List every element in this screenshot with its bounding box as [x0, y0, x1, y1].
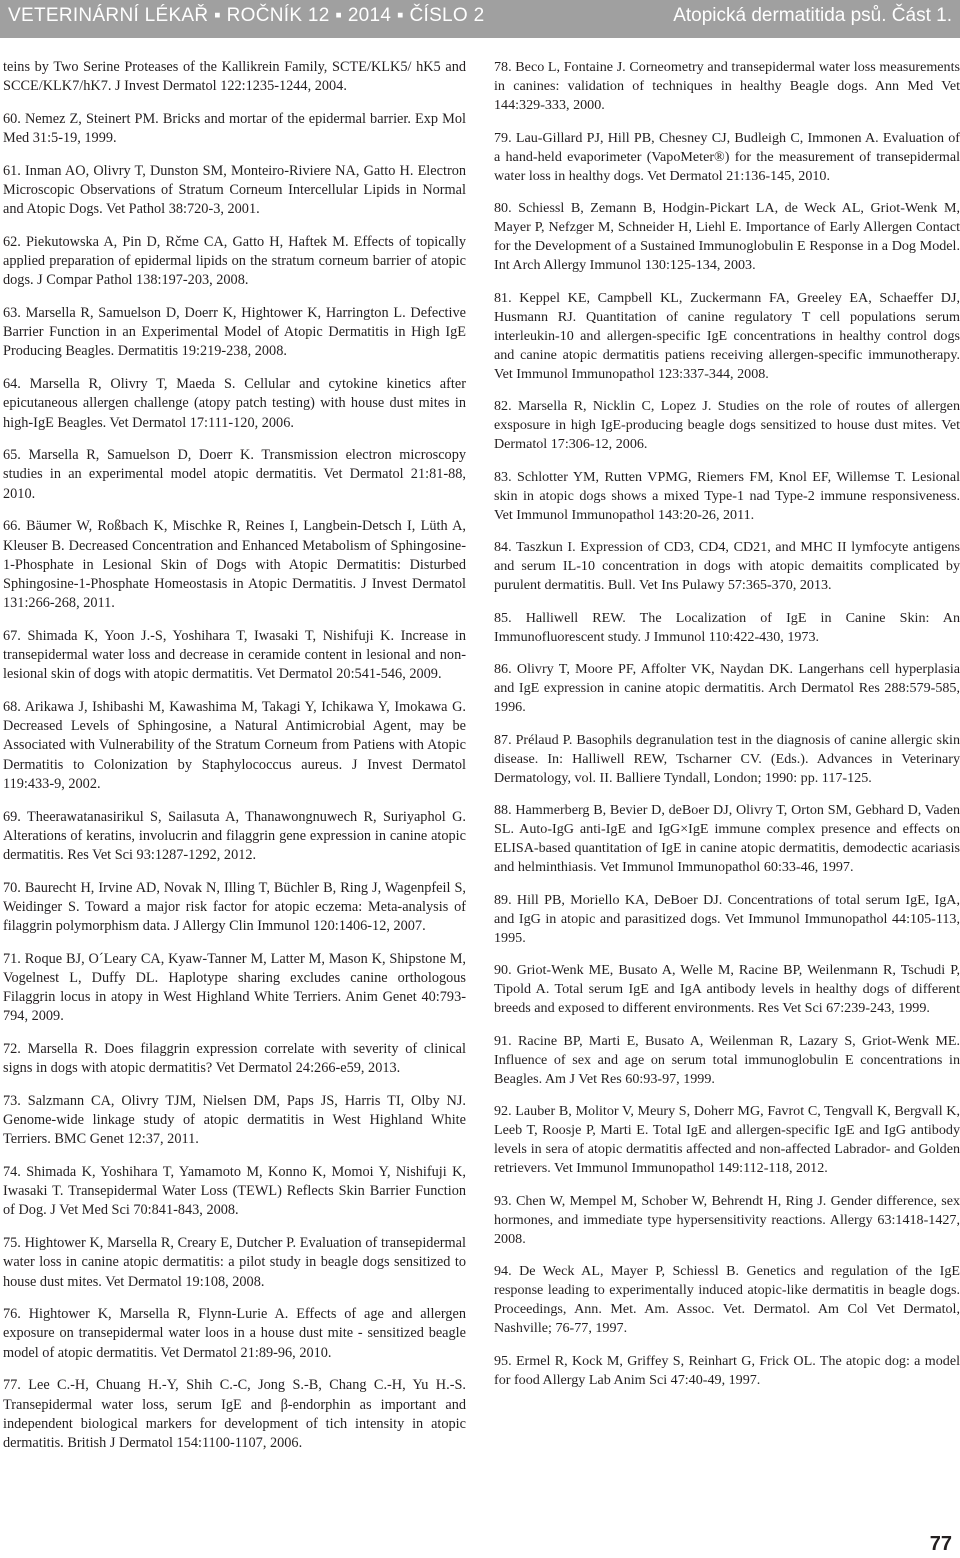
reference-column-left: [0, 58, 466, 1467]
journal-title: VETERINÁRNÍ LÉKAŘ ▪ ROČNÍK 12 ▪ 2014 ▪ ČÍSLO 2: [8, 5, 485, 26]
reference-entry: 74. Shimada K, Yoshihara T, Yamamoto M, Konno K, Momoi Y, Nishifuji K, Iwasaki T. Transepidermal Water Loss (TEWL) Reflects Skin Barrier Function of Dog. J Vet Med Sci 70:841-843, 2008.: [3, 1164, 466, 1219]
reference-entry: 89. Hill PB, Moriello KA, DeBoer DJ. Concentrations of total serum IgE, IgA, and IgG in atopic and parasitized dogs. Vet Immunol Immunopathol 44:105-113, 1995.: [494, 891, 960, 946]
reference-entry: 93. Chen W, Mempel M, Schober W, Behrendt H, Ring J. Gender difference, sex hormones, and immediate type hypersensitivity reactions. Allergy 63:1418-1427, 2008.: [494, 1192, 960, 1247]
reference-entry: 60. Nemez Z, Steinert PM. Bricks and mortar of the epidermal barrier. Exp Mol Med 31:5-19, 1999.: [3, 110, 466, 147]
article-title: Atopická dermatitida psů. Část 1.: [673, 5, 952, 26]
reference-entry: 85. Halliwell REW. The Localization of IgE in Canine Skin: An Immunofluorescent study. J Immunol 110:422-430, 1973.: [494, 609, 960, 645]
reference-entry: 82. Marsella R, Nicklin C, Lopez J. Studies on the role of routes of allergen exsposure in high IgE-producing beagle dogs sensitized to house dust mites. Vet Dermatol 17:306-12, 2006.: [494, 398, 960, 452]
reference-entry: 67. Shimada K, Yoon J.-S, Yoshihara T, Iwasaki T, Nishifuji K. Increase in transepidermal water loss and decrease in ceramide content in lesional and non-lesional skin of dogs with atopic dermatitis. Vet Dermatol 20:541-546, 2009.: [3, 627, 466, 683]
reference-entry: 76. Hightower K, Marsella R, Flynn-Lurie A. Effects of age and allergen exposure on transepidermal water loos in a house dust mite - sensitized beagle model of atopic dermatitis. Vet Dermatol 21:89-96, 2010.: [3, 1306, 466, 1361]
reference-entry: 73. Salzmann CA, Olivry TJM, Nielsen DM, Paps JS, Harris TI, Olby NJ. Genome-wide linkage study of atopic dermatitis in West Highland White Terriers. BMC Genet 12:37, 2011.: [3, 1092, 466, 1148]
reference-entry: 77. Lee C.-H, Chuang H.-Y, Shih C.-C, Jong S.-B, Chang C.-H, Yu H.-S. Transepidermal water loss, serum IgE and β-endorphin as important and independent biological markers for development of tich intensity in atopic dermatitis. British J Dermatol 154:1100-1107, 2006.: [3, 1377, 466, 1451]
reference-entry: 90. Griot-Wenk ME, Busato A, Welle M, Racine BP, Weilenmann R, Tschudi P, Tipold A. Total serum IgE and IgA antibody levels in healthy dogs of different breeds and exposed to different environments. Res Vet Sci 67:239-243, 1999.: [494, 962, 960, 1016]
reference-entry: 87. Prélaud P. Basophils degranulation test in the diagnosis of canine allergic skin disease. In: Halliwell REW, Tscharner CV. (Eds.). Advances in Veterinary Dermatology, vol. II. Balliere Tyndall, London; 1990: pp. 117-125.: [494, 731, 960, 786]
reference-entry: 91. Racine BP, Marti E, Busato A, Weilenman R, Lazary S, Griot-Wenk ME. Influence of sex and age on serum total immunoglobulin E concentrations in Beagles. Am J Vet Res 60:93-97, 1999.: [494, 1032, 960, 1087]
reference-entry: 72. Marsella R. Does filaggrin expression correlate with severity of clinical signs in dogs with atopic dermatitis? Vet Dermatol 24:266-e59, 2013.: [3, 1041, 466, 1077]
reference-entry: 68. Arikawa J, Ishibashi M, Kawashima M, Takagi Y, Ichikawa Y, Imokawa G. Decreased Levels of Sphingosine, a Natural Antimicrobial Agent, may be Associated with Vulnerability of the Stratum Corneum from Patiens with Atopic Dermatitis to Colonization by Staphylococcus aureus. J Invest Dermatol 119:433-9, 2002.: [3, 698, 466, 792]
reference-entry: 92. Lauber B, Molitor V, Meury S, Doherr MG, Favrot C, Tengvall K, Bergvall K, Leeb T, Roosje P, Marti E. Total IgE and allergen-specific IgE and IgG antibody levels in sera of atopic dermatitis affected and non-affected Labrador- and Golden retrievers. Vet Immunol Immunopathol 149:112-118, 2012.: [494, 1103, 960, 1176]
reference-entry: 88. Hammerberg B, Bevier D, deBoer DJ, Olivry T, Orton SM, Gebhard D, Vaden SL. Auto-IgG anti-IgE and IgG×IgE immune complex presence and effects on ELISA-based quantitation of IgE in canine atopic dermatitis, demodectic acariasis and helminthiasis. Vet Immunol Immunopathol 60:33-46, 1997.: [494, 802, 960, 875]
reference-entry: 69. Theerawatanasirikul S, Sailasuta A, Thanawongnuwech R, Suriyaphol G. Alterations of keratins, involucrin and filaggrin gene expression in canine atopic dermatitis. Res Vet Sci 93:1287-1292, 2012.: [3, 808, 466, 863]
reference-entry: 84. Taszkun I. Expression of CD3, CD4, CD21, and MHC II lymfocyte antigens and serum IL-10 concentration in dogs with atopic demaitits complicated by purulent dermatitis. Bull. Vet Ins Pulawy 57:365-370, 2013.: [494, 539, 960, 593]
reference-entry: 79. Lau-Gillard PJ, Hill PB, Chesney CJ, Budleigh C, Immonen A. Evaluation of a hand-held evaporimeter (VapoMeter®) for the measurement of transepidermal water loss in healthy dogs. Vet Dermatol 21:136-145, 2010.: [494, 129, 960, 184]
reference-entry: 62. Piekutowska A, Pin D, Rčme CA, Gatto H, Haftek M. Effects of topically applied preparation of epidermal lipids on the stratum corneum barrier of atopic dogs. J Compar Pathol 138:197-203, 2008.: [3, 233, 466, 289]
reference-entry: 66. Bäumer W, Roßbach K, Mischke R, Reines I, Langbein-Detsch I, Lüth A, Kleuser B. Decreased Concentration and Enhanced Metabolism of Sphingosine-1-Phosphate in Lesional Skin of Dogs with Atopic Dermatitis: Disturbed Sphingosine-1-Phosphate Homeostasis in Atopic Dermatitis. J Invest Dermatol 131:266-268, 2011.: [3, 518, 466, 612]
reference-entry: 80. Schiessl B, Zemann B, Hodgin-Pickart LA, de Weck AL, Griot-Wenk M, Mayer P, Nefzger M, Schneider H, Liehl E. Importance of Early Allergen Contact for the Development of a Sustained Immunoglobulin E Response in a Dog Model. Int Arch Allergy Immunol 130:125-134, 2003.: [494, 200, 960, 273]
reference-entry: 70. Baurecht H, Irvine AD, Novak N, Illing T, Büchler B, Ring J, Wagenpfeil S, Weidinger S. Toward a major risk factor for atopic eczema: Meta-analysis of filaggrin polymorphism data. J Allergy Clin Immunol 120:1406-12, 2007.: [3, 879, 466, 935]
reference-column-right: [494, 58, 960, 1403]
reference-entry: 65. Marsella R, Samuelson D, Doerr K. Transmission electron microscopy studies in an experimental model atopic dermatitis. Vet Dermatol 21:81-88, 2010.: [3, 447, 466, 502]
reference-entry: 71. Roque BJ, O´Leary CA, Kyaw-Tanner M, Latter M, Mason K, Shipstone M, Vogelnest L, Duffy DL. Haplotype sharing excludes canine orthologous Filaggrin locus in atopy in West Highland White Terriers. Anim Genet 40:793-794, 2009.: [3, 950, 466, 1025]
reference-entry: 75. Hightower K, Marsella R, Creary E, Dutcher P. Evaluation of transepidermal water loss in canine atopic dermatitis: a pilot study in beagle dogs sensitized to house dust mites. Vet Dermatol 19:108, 2008.: [3, 1235, 466, 1290]
reference-entry: teins by Two Serine Proteases of the Kallikrein Family, SCTE/KLK5/ hK5 and SCCE/KLK7/hK7. J Invest Dermatol 122:1235-1244, 2004.: [3, 59, 466, 95]
reference-entry: 78. Beco L, Fontaine J. Corneometry and transepidermal water loss measurements in canines: validation of techniques in healthy Beagle dogs. Ann Med Vet 144:329-333, 2000.: [494, 59, 960, 113]
reference-entry: 83. Schlotter YM, Rutten VPMG, Riemers FM, Knol EF, Willemse T. Lesional skin in atopic dogs shows a mixed Type-1 nad Type-2 immune responsiveness. Vet Immunol Immunopathol 143:20-26, 2011.: [494, 468, 960, 523]
reference-entry: 61. Inman AO, Olivry T, Dunston SM, Monteiro-Riviere NA, Gatto H. Electron Microscopic Observations of Stratum Corneum Intercellular Lipids in Normal and Atopic Dogs. Vet Pathol 38:720-3, 2001.: [3, 162, 466, 218]
page-number: 77: [929, 1533, 952, 1555]
reference-entry: 64. Marsella R, Olivry T, Maeda S. Cellular and cytokine kinetics after epicutaneous allergen challenge (atopy patch testing) with house dust mites in high-IgE Beagles. Vet Dermatol 17:111-120, 2006.: [3, 376, 466, 431]
running-header: [0, 0, 960, 38]
reference-entry: 81. Keppel KE, Campbell KL, Zuckermann FA, Greeley EA, Schaeffer DJ, Husmann RJ. Quantitation of canine regulatory T cell populations serum interleukin-10 and allergen-specific IgE concentrations in healthy control dogs and canine atopic dermatitis patiens receiving allergen-specific immunotherapy. Vet Immunol Immunopathol 123:337-344, 2008.: [494, 289, 960, 382]
reference-entry: 94. De Weck AL, Mayer P, Schiessl B. Genetics and regulation of the IgE response leading to experimentally induced atopic-like dermatitis in beagle dogs. Proceedings, Ann. Met. Am. Assoc. Vet. Dermatol. Am Col Vet Dermatol, Nashville; 76-77, 1997.: [494, 1263, 960, 1336]
page-number-box: [916, 1528, 960, 1558]
reference-entry: 86. Olivry T, Moore PF, Affolter VK, Naydan DK. Langerhans cell hyperplasia and IgE expression in canine atopic dermatitis. Arch Dermatol Res 288:579-585, 1996.: [494, 661, 960, 715]
reference-entry: 95. Ermel R, Kock M, Griffey S, Reinhart G, Frick OL. The atopic dog: a model for food Allergy Lab Anim Sci 47:40-49, 1997.: [494, 1352, 960, 1388]
reference-entry: 63. Marsella R, Samuelson D, Doerr K, Hightower K, Harrington L. Defective Barrier Function in an Experimental Model of Atopic Dermatitis in High IgE Producing Beagles. Dermatitis 19:219-238, 2008.: [3, 305, 466, 360]
